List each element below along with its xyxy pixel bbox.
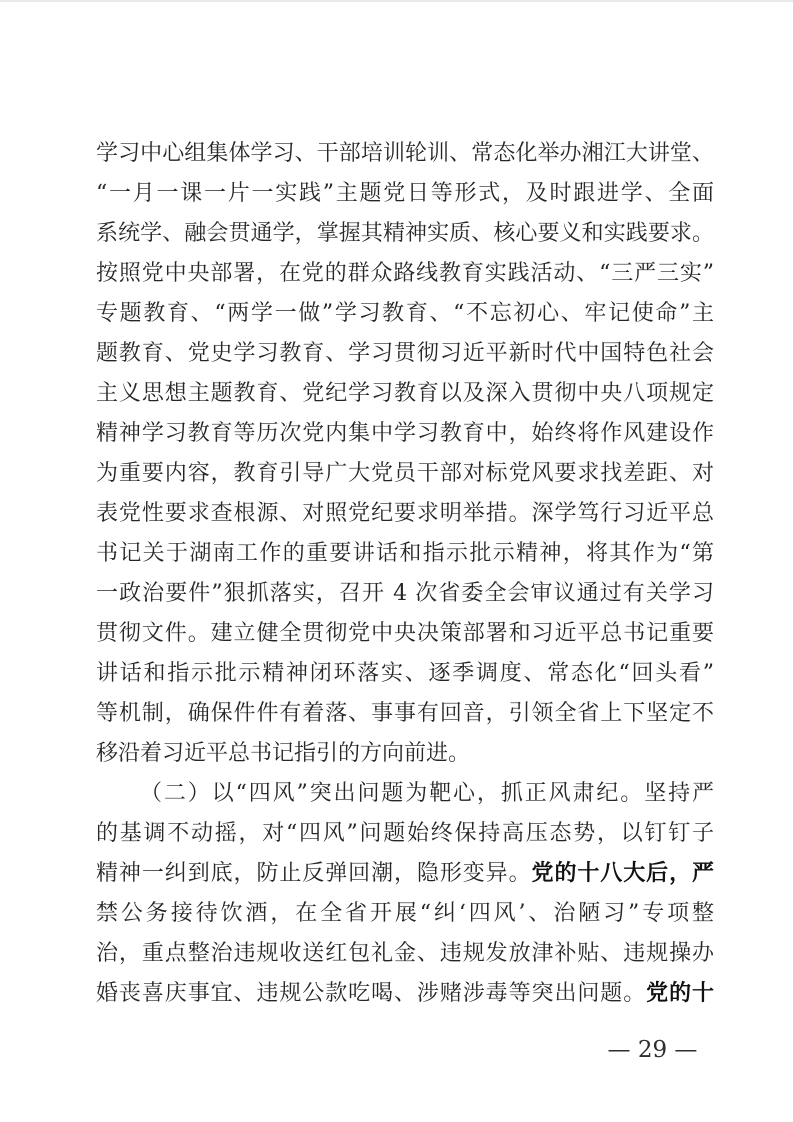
body-text-line: 专题教育、“两学一做”学习教育、“不忘初心、牢记使命”主	[96, 301, 714, 326]
body-text-line	[96, 854, 714, 894]
body-text-line: 按照党中央部署，在党的群众路线教育实践活动、“三严三实”	[96, 261, 714, 286]
body-text-line: 移沿着习近平总书记指引的方向前进。	[96, 741, 471, 766]
body-text-line: “一月一课一片一实践”主题党日等形式，及时跟进学、全面	[96, 181, 714, 206]
body-text-line: 一政治要件”狠抓落实，召开 4 次省委全会审议通过有关学习	[96, 581, 714, 606]
body-text-line	[96, 974, 714, 1014]
body-text-line: 为重要内容，教育引导广大党员干部对标党风要求找差距、对	[96, 461, 714, 486]
body-text-line: 题教育、党史学习教育、学习贯彻习近平新时代中国特色社会	[96, 341, 714, 366]
body-text-line: 禁公务接待饮酒，在全省开展“纠‘四风’、治陋习”专项整	[96, 901, 714, 926]
body-text-run-bold: 党的十八大后，严	[531, 861, 714, 886]
body-text-line: 学习中心组集体学习、干部培训轮训、常态化举办湘江大讲堂、	[96, 141, 714, 166]
scan-top-edge	[0, 0, 793, 2]
body-text-run: 精神一纠到底，防止反弹回潮，隐形变异。	[96, 861, 532, 886]
body-text-run: 婚丧喜庆事宜、违规公款吃喝、涉赌涉毒等突出问题。	[96, 981, 647, 1006]
body-text-line-section-heading: （二）以“四风”突出问题为靶心，抓正风肃纪。坚持严	[140, 781, 714, 806]
body-text-line: 讲话和指示批示精神闭环落实、逐季调度、常态化“回头看”	[96, 661, 714, 686]
body-text-line: 治，重点整治违规收送红包礼金、违规发放津补贴、违规操办	[96, 941, 714, 966]
document-page-body	[96, 134, 714, 1014]
body-text-line: 精神学习教育等历次党内集中学习教育中，始终将作风建设作	[96, 421, 714, 446]
body-text-line: 主义思想主题教育、党纪学习教育以及深入贯彻中央八项规定	[96, 381, 714, 406]
body-text-line: 等机制，确保件件有着落、事事有回音，引领全省上下坚定不	[96, 701, 714, 726]
body-text-line: 贯彻文件。建立健全贯彻党中央决策部署和习近平总书记重要	[96, 621, 714, 646]
body-text-line: 表党性要求查根源、对照党纪要求明举措。深学笃行习近平总	[96, 501, 714, 526]
body-text-run-bold: 党的十	[646, 981, 714, 1006]
body-text-line: 书记关于湖南工作的重要讲话和指示批示精神，将其作为“第	[96, 541, 714, 566]
page-number: — 29 —	[607, 1037, 698, 1063]
body-text-line: 系统学、融会贯通学，掌握其精神实质、核心要义和实践要求。	[96, 221, 714, 246]
body-text-line: 的基调不动摇，对“四风”问题始终保持高压态势，以钉钉子	[96, 821, 714, 846]
